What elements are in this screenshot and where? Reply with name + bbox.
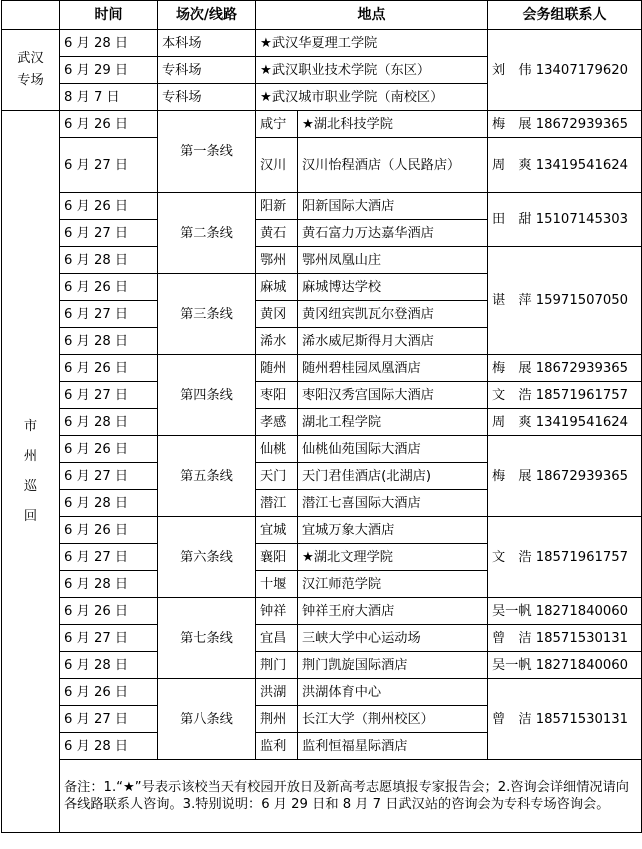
venue-cell: 洪湖体育中心 xyxy=(298,679,488,706)
city-cell: 黄冈 xyxy=(256,301,298,328)
date-cell: 6 月 26 日 xyxy=(60,598,158,625)
venue-cell: 宜城万象大酒店 xyxy=(298,517,488,544)
date-cell: 6 月 28 日 xyxy=(60,490,158,517)
date-cell: 6 月 28 日 xyxy=(60,571,158,598)
city-cell: 鄂州 xyxy=(256,247,298,274)
table-row xyxy=(2,193,642,220)
date-cell: 6 月 26 日 xyxy=(60,355,158,382)
date-cell: 6 月 27 日 xyxy=(60,463,158,490)
city-cell: 宜昌 xyxy=(256,625,298,652)
city-cell: 潜江 xyxy=(256,490,298,517)
venue-cell: 湖北工程学院 xyxy=(298,409,488,436)
venue-cell: 麻城博达学校 xyxy=(298,274,488,301)
table-row xyxy=(2,625,642,652)
venue-cell: 长江大学（荆州校区） xyxy=(298,706,488,733)
date-cell: 6 月 28 日 xyxy=(60,733,158,760)
contact-cell: 刘 伟 13407179620 xyxy=(488,30,642,111)
contact-cell: 周 爽 13419541624 xyxy=(488,138,642,193)
header-session-route: 场次/线路 xyxy=(158,1,256,30)
table-row xyxy=(2,679,642,706)
city-cell: 洪湖 xyxy=(256,679,298,706)
venue-cell: 枣阳汉秀宫国际大酒店 xyxy=(298,382,488,409)
route-cell: 第四条线 xyxy=(158,355,256,436)
contact-cell: 吴一帆 18271840060 xyxy=(488,652,642,679)
contact-cell: 文 浩 18571961757 xyxy=(488,382,642,409)
header-location: 地点 xyxy=(256,1,488,30)
area-label-tour: 市州巡回 xyxy=(2,111,60,833)
table-row xyxy=(2,436,642,463)
route-cell: 第六条线 xyxy=(158,517,256,598)
contact-cell: 曾 洁 18571530131 xyxy=(488,679,642,760)
date-cell: 6 月 29 日 xyxy=(60,57,158,84)
route-cell: 第八条线 xyxy=(158,679,256,760)
date-cell: 6 月 26 日 xyxy=(60,517,158,544)
venue-cell: ★武汉华夏理工学院 xyxy=(256,30,488,57)
table-row xyxy=(2,138,642,193)
route-cell: 第七条线 xyxy=(158,598,256,679)
date-cell: 6 月 28 日 xyxy=(60,328,158,355)
date-cell: 6 月 26 日 xyxy=(60,274,158,301)
table-row xyxy=(2,382,642,409)
contact-cell: 曾 洁 18571530131 xyxy=(488,625,642,652)
header-time: 时间 xyxy=(60,1,158,30)
date-cell: 6 月 27 日 xyxy=(60,544,158,571)
city-cell: 枣阳 xyxy=(256,382,298,409)
date-cell: 6 月 28 日 xyxy=(60,652,158,679)
date-cell: 6 月 26 日 xyxy=(60,111,158,138)
date-cell: 6 月 26 日 xyxy=(60,193,158,220)
table-row xyxy=(2,652,642,679)
venue-cell: 天门君佳酒店(北湖店) xyxy=(298,463,488,490)
date-cell: 6 月 28 日 xyxy=(60,409,158,436)
session-cell: 本科场 xyxy=(158,30,256,57)
table-row xyxy=(2,355,642,382)
venue-cell: 黄石富力万达嘉华酒店 xyxy=(298,220,488,247)
route-cell: 第二条线 xyxy=(158,193,256,274)
venue-cell: 钟祥王府大酒店 xyxy=(298,598,488,625)
venue-cell: 潜江七喜国际大酒店 xyxy=(298,490,488,517)
city-cell: 钟祥 xyxy=(256,598,298,625)
date-cell: 6 月 28 日 xyxy=(60,247,158,274)
city-cell: 仙桃 xyxy=(256,436,298,463)
route-cell: 第三条线 xyxy=(158,274,256,355)
date-cell: 6 月 27 日 xyxy=(60,220,158,247)
venue-cell: 荆门凯旋国际酒店 xyxy=(298,652,488,679)
contact-cell: 梅 展 18672939365 xyxy=(488,436,642,517)
city-cell: 阳新 xyxy=(256,193,298,220)
venue-cell: 鄂州凤凰山庄 xyxy=(298,247,488,274)
city-cell: 荆州 xyxy=(256,706,298,733)
table-row xyxy=(2,247,642,274)
contact-cell: 梅 展 18672939365 xyxy=(488,111,642,138)
contact-cell: 周 爽 13419541624 xyxy=(488,409,642,436)
header-blank-cell xyxy=(2,1,60,30)
venue-cell: 黄冈纽宾凯瓦尔登酒店 xyxy=(298,301,488,328)
table-row xyxy=(2,517,642,544)
date-cell: 6 月 27 日 xyxy=(60,625,158,652)
city-cell: 咸宁 xyxy=(256,111,298,138)
area-label-wuhan: 武汉专场 xyxy=(2,30,60,111)
date-cell: 6 月 28 日 xyxy=(60,30,158,57)
city-cell: 襄阳 xyxy=(256,544,298,571)
session-cell: 专科场 xyxy=(158,57,256,84)
venue-cell: 汉川怡程酒店（人民路店） xyxy=(298,138,488,193)
date-cell: 6 月 27 日 xyxy=(60,706,158,733)
city-cell: 汉川 xyxy=(256,138,298,193)
venue-cell: ★湖北科技学院 xyxy=(298,111,488,138)
contact-cell: 吴一帆 18271840060 xyxy=(488,598,642,625)
table-row xyxy=(2,409,642,436)
venue-cell: 阳新国际大酒店 xyxy=(298,193,488,220)
city-cell: 荆门 xyxy=(256,652,298,679)
date-cell: 8 月 7 日 xyxy=(60,84,158,111)
venue-cell: ★武汉职业技术学院（东区） xyxy=(256,57,488,84)
city-cell: 麻城 xyxy=(256,274,298,301)
city-cell: 天门 xyxy=(256,463,298,490)
contact-cell: 田 甜 15107145303 xyxy=(488,193,642,247)
contact-cell: 文 浩 18571961757 xyxy=(488,517,642,598)
city-cell: 宜城 xyxy=(256,517,298,544)
schedule-table xyxy=(1,0,642,833)
city-cell: 随州 xyxy=(256,355,298,382)
venue-cell: 浠水威尼斯得月大酒店 xyxy=(298,328,488,355)
date-cell: 6 月 27 日 xyxy=(60,301,158,328)
header-contact: 会务组联系人 xyxy=(488,1,642,30)
table-row xyxy=(2,30,642,57)
contact-cell: 谌 萍 15971507050 xyxy=(488,247,642,355)
session-cell: 专科场 xyxy=(158,84,256,111)
date-cell: 6 月 27 日 xyxy=(60,138,158,193)
venue-cell: 仙桃仙苑国际大酒店 xyxy=(298,436,488,463)
venue-cell: ★湖北文理学院 xyxy=(298,544,488,571)
header-row xyxy=(2,1,642,30)
city-cell: 浠水 xyxy=(256,328,298,355)
venue-cell: 三峡大学中心运动场 xyxy=(298,625,488,652)
venue-cell: 随州碧桂园凤凰酒店 xyxy=(298,355,488,382)
city-cell: 十堰 xyxy=(256,571,298,598)
date-cell: 6 月 27 日 xyxy=(60,382,158,409)
venue-cell: 汉江师范学院 xyxy=(298,571,488,598)
city-cell: 黄石 xyxy=(256,220,298,247)
footnote: 备注：1.“★”号表示该校当天有校园开放日及新高考志愿填报专家报告会；2.咨询会详细情况请向各线路联系人咨询。3.特别说明：6 月 29 日和 8 月 7 日武汉站的咨询会为专科专场咨询会。 xyxy=(60,760,642,833)
route-cell: 第一条线 xyxy=(158,111,256,193)
city-cell: 监利 xyxy=(256,733,298,760)
date-cell: 6 月 26 日 xyxy=(60,679,158,706)
table-row xyxy=(2,598,642,625)
date-cell: 6 月 26 日 xyxy=(60,436,158,463)
note-row xyxy=(2,760,642,833)
city-cell: 孝感 xyxy=(256,409,298,436)
venue-cell: 监利恒福星际酒店 xyxy=(298,733,488,760)
contact-cell: 梅 展 18672939365 xyxy=(488,355,642,382)
route-cell: 第五条线 xyxy=(158,436,256,517)
table-row xyxy=(2,111,642,138)
venue-cell: ★武汉城市职业学院（南校区） xyxy=(256,84,488,111)
